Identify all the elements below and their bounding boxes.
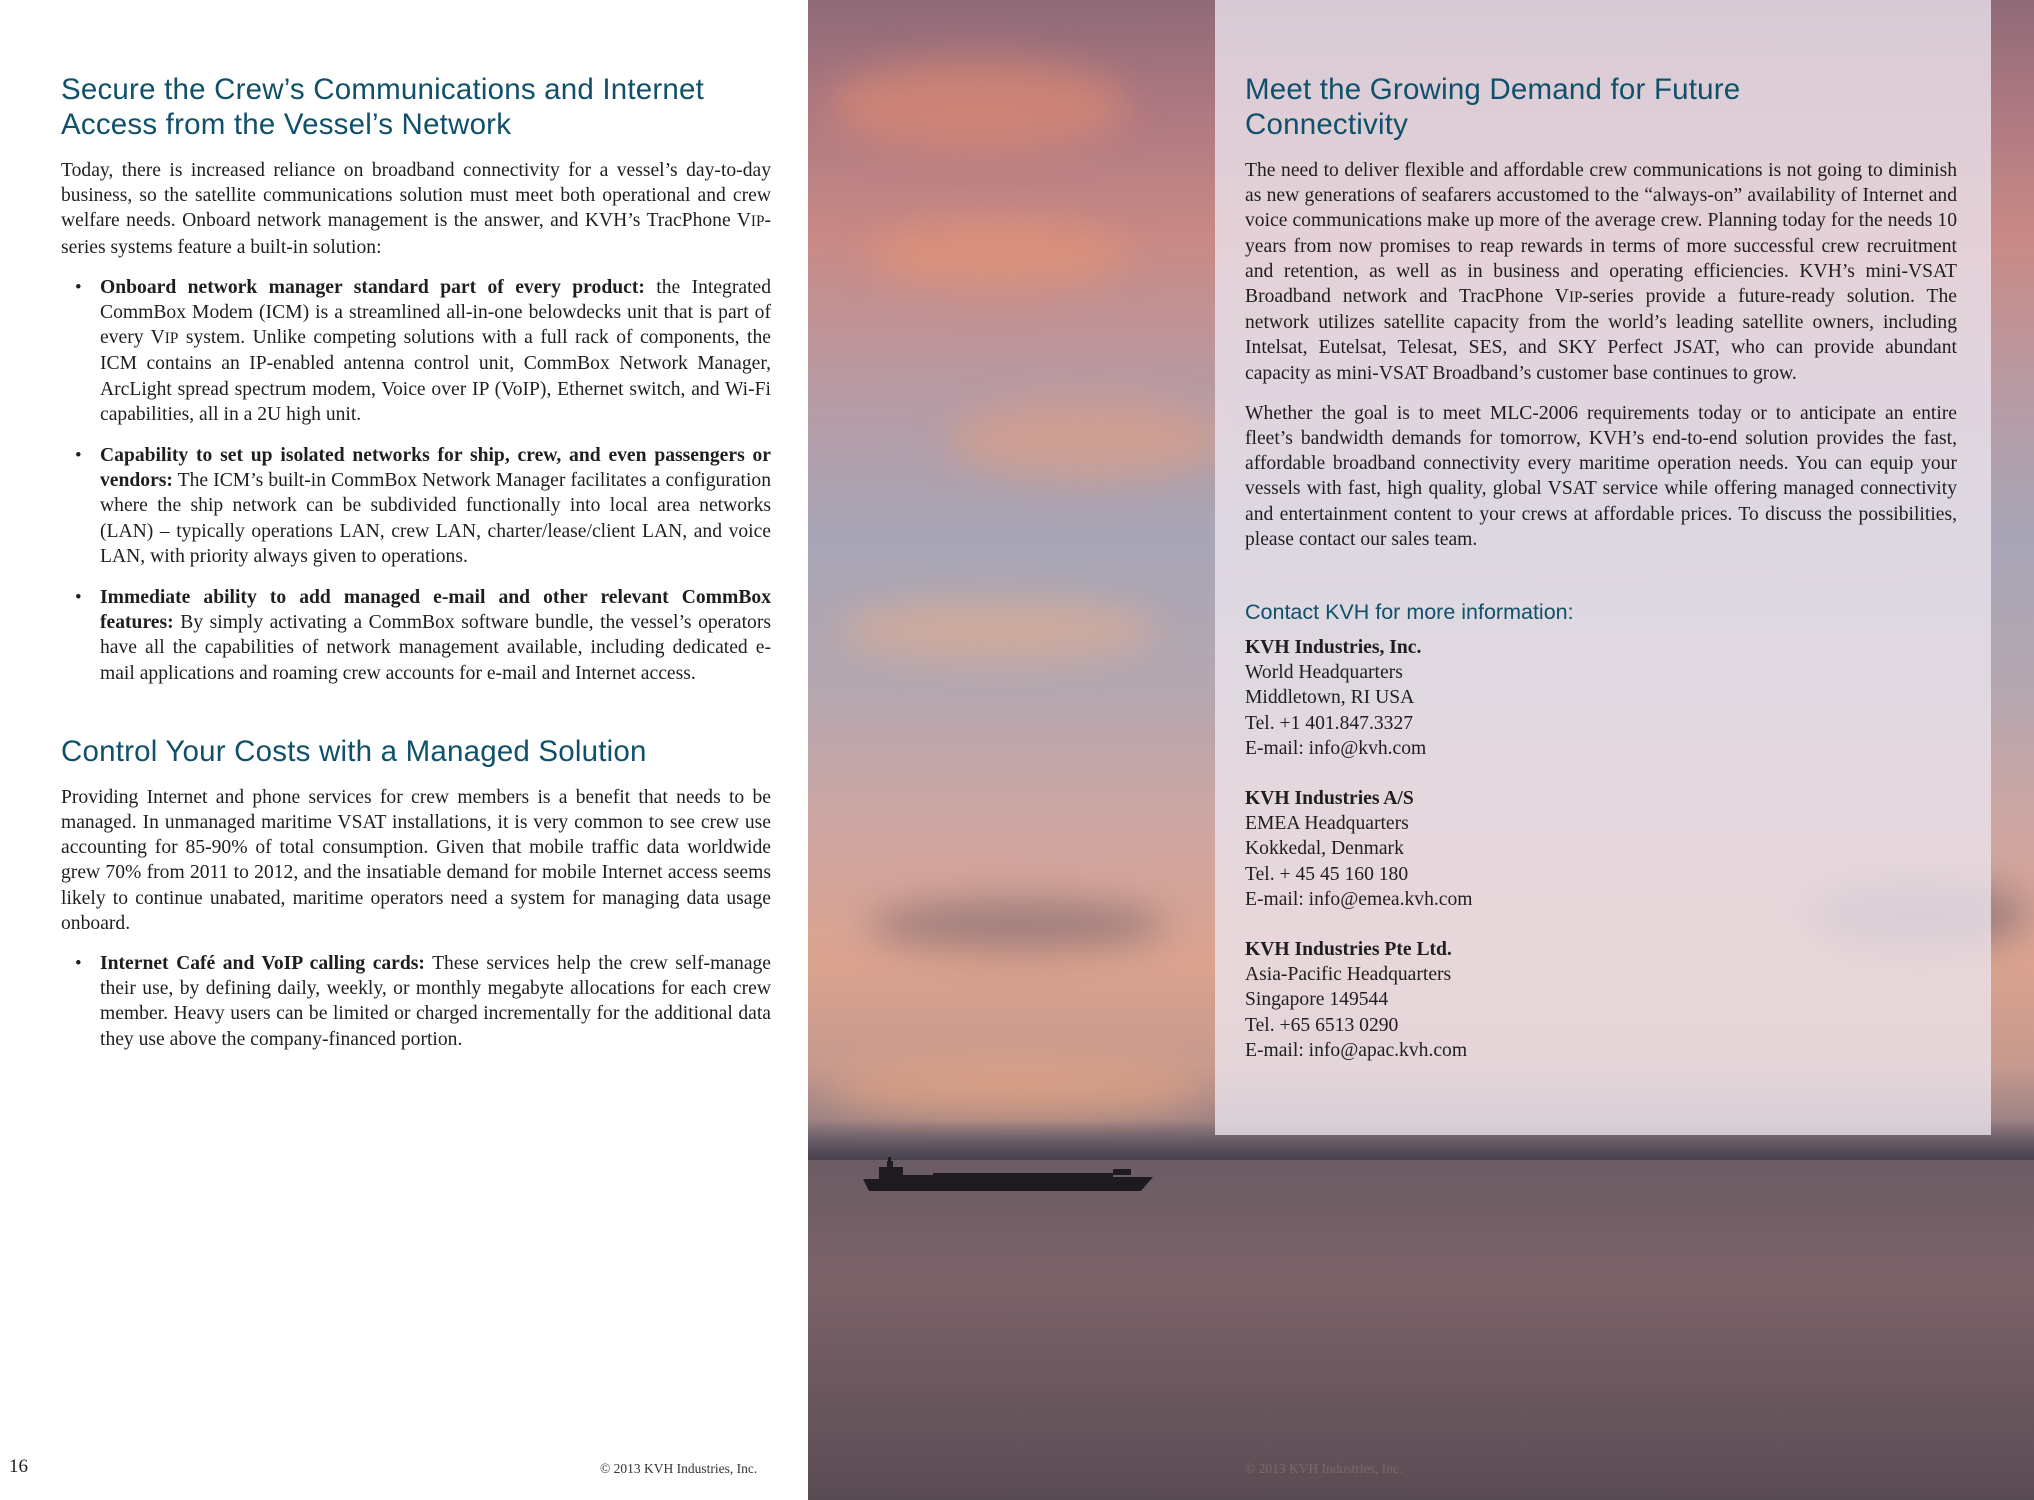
list-item: • Onboard network manager standard part of every product: the Integrated CommBox Modem (ICM) is a streamlined all-in-one belowdecks unit that is part of every VIP system. Unlike competing solutions with a full rack of components, the ICM contains an IP-enabled antenna control unit, CommBox Network Manager, ArcLight spread spectrum modem, Voice over IP (VoIP), Ethernet switch, and Wi-Fi capabilities, all in a 2U high unit. [75, 276, 772, 425]
email-link[interactable]: E-mail: info@kvh.com [1245, 737, 1427, 759]
section-heading-secure-crew: Secure the Crew’s Communications and Internet Access from the Vessel’s Network [61, 73, 705, 141]
list-item: • Capability to set up isolated networks for ship, crew, and even passengers or vendors: The ICM’s built-in CommBox Network Manager facilitates a configuration where the ship network can be subdivided functionally into local area networks (LAN) – typically operations LAN, crew LAN, charter/lease/client LAN, and voice LAN, with priority always given to operations. [75, 445, 771, 567]
copyright-right: © 2013 KVH Industries, Inc. [1245, 1461, 1403, 1476]
intro-paragraph: Today, there is increased reliance on broadband connectivity for a vessel’s day-to-day business, so the satellite communications solution must meet both operational and crew welfare needs. Onboard network management is the answer, and KVH’s TracPhone VIP-series systems feature a built-in solution: [61, 160, 771, 258]
future-paragraph-2: Whether the goal is to meet MLC-2006 requirements today or to anticipate an entire fleet’s bandwidth demands for tomorrow, KVH’s end-to-end solution provides the fast, affordable broadband connectivity every maritime operation needs. You can equip your vessels with fast, high quality, global VSAT service while offering managed connectivity and entertainment content to your crews at affordable prices. To discuss the possibilities, please contact our sales team. [1245, 402, 1957, 550]
sea [808, 1160, 2034, 1500]
section-control-costs [61, 734, 771, 1052]
email-link[interactable]: E-mail: info@apac.kvh.com [1245, 1039, 1468, 1061]
office-block: KVH Industries Pte Ltd. Asia-Pacific Headquarters Singapore 149544 Tel. +65 6513 0290 E-mail: info@apac.kvh.com [1245, 937, 1957, 1063]
section-heading-future-connectivity: Meet the Growing Demand for Future Connectivity [1245, 73, 1741, 141]
list-item: • Immediate ability to add managed e-mail and other relevant CommBox features: By simply activating a CommBox software bundle, the vessel’s operators have all the capabilities of network management available, including dedicated e-mail applications and roaming crew accounts for e-mail and Internet access. [75, 587, 771, 684]
cloud-shape [948, 400, 1228, 480]
contact-heading: Contact KVH for more information: [1245, 600, 1574, 625]
copyright-left: © 2013 KVH Industries, Inc. [600, 1461, 758, 1476]
future-paragraph-1: The need to deliver flexible and affordable crew communications is not going to diminish as new generations of seafarers accustomed to the “always-on” availability of Internet and voice communications make up more of the average crew. Planning today for the needs 10 years from now promises to reap rewards in terms of more successful crew recruitment and retention, as well as in business and operating efficiencies. KVH’s mini-VSAT Broadband network and TracPhone VIP-series provide a future-ready solution. The network utilizes satellite capacity from the world’s leading satellite owners, including Intelsat, Eutelsat, Telesat, SES, and SKY Perfect JSAT, who can provide abundant capacity as mini-VSAT Broadband’s customer base continues to grow. [1245, 160, 1958, 384]
right-column [1245, 72, 1957, 1088]
cloud-shape [828, 60, 1128, 150]
feature-list [61, 275, 771, 686]
ship-silhouette-icon [863, 1155, 1183, 1205]
page-number: 16 [9, 1456, 28, 1477]
left-column [61, 72, 771, 1068]
section-heading-control-costs: Control Your Costs with a Managed Solution [61, 734, 647, 768]
list-item: • Internet Café and VoIP calling cards: These services help the crew self-manage their use, by defining daily, weekly, or monthly megabyte allocations for each crew member. Heavy users can be limited or charged incrementally for the additional data they use above the company-financed portion. [75, 953, 772, 1050]
office-block: KVH Industries, Inc. World Headquarters Middletown, RI USA Tel. +1 401.847.3327 E-mail: info@kvh.com [1245, 635, 1957, 761]
cloud-shape [868, 900, 1168, 950]
cloud-shape [868, 220, 1128, 290]
costs-paragraph: Providing Internet and phone services for crew members is a benefit that needs to be managed. In unmanaged maritime VSAT installations, it is very common to see crew use accounting for 85-90% of total consumption. Given that mobile traffic data worldwide grew 70% from 2011 to 2012, and the insatiable demand for mobile Internet access seems likely to continue unabated, maritime operators need a system for managing data usage onboard. [61, 786, 771, 934]
cloud-shape [838, 600, 1158, 660]
costs-list [61, 951, 771, 1052]
office-block: KVH Industries A/S EMEA Headquarters Kokkedal, Denmark Tel. + 45 45 160 180 E-mail: info@emea.kvh.com [1245, 786, 1957, 912]
email-link[interactable]: E-mail: info@emea.kvh.com [1245, 888, 1473, 910]
cloud-shape [828, 1060, 1208, 1120]
left-page [0, 0, 808, 1500]
